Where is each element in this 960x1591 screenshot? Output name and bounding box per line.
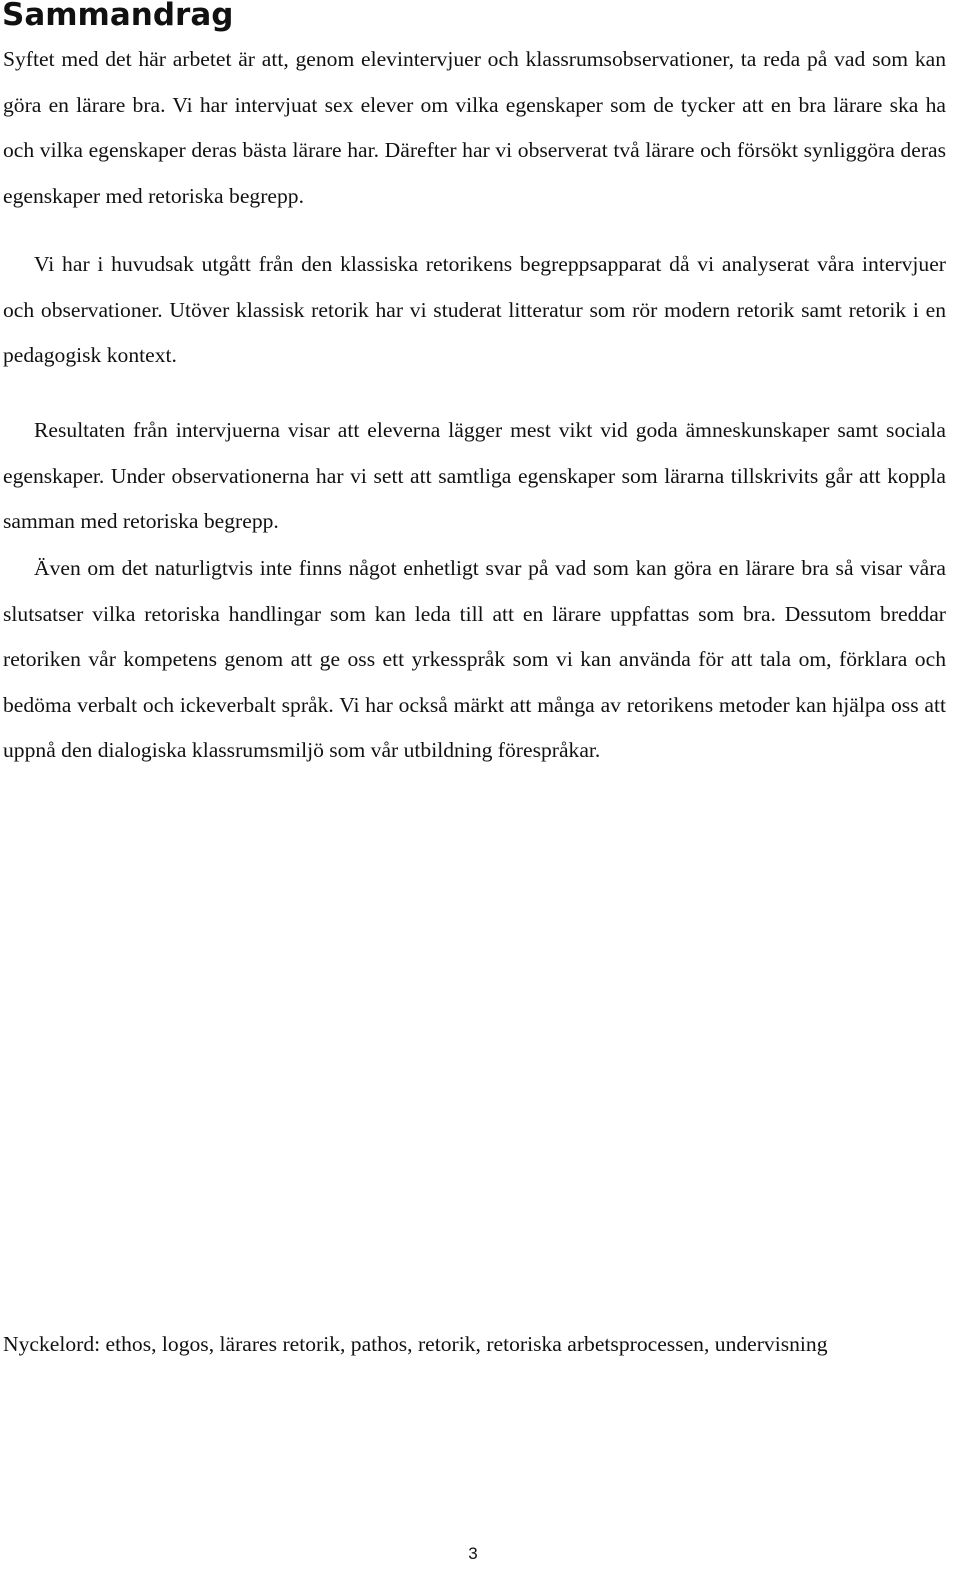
- abstract-paragraph-2: Vi har i huvudsak utgått från den klassiska retorikens begreppsapparat då vi analyserat våra intervjuer och observationer. Utöver klassisk retorik har vi studerat litteratur som rör modern retorik samt retorik i en pedagogisk kontext.: [3, 252, 946, 368]
- abstract-paragraph-3: Resultaten från intervjuerna visar att eleverna lägger mest vikt vid goda ämneskunskaper samt sociala egenskaper. Under observationerna har vi sett att samtliga egenskaper som lärarna tillskrivits går att koppla samman med retoriska begrepp.: [3, 418, 946, 534]
- page-title: Sammandrag: [2, 0, 234, 33]
- keywords-line: Nyckelord: ethos, logos, lärares retorik, pathos, retorik, retoriska arbetsprocessen, undervisning: [3, 1332, 828, 1356]
- abstract-paragraph-1: Syftet med det här arbetet är att, genom elevintervjuer och klassrumsobservationer, ta reda på vad som kan göra en lärare bra. Vi har intervjuat sex elever om vilka egenskaper som de tycker att en bra lärare ska ha och vilka egenskaper deras bästa lärare har. Därefter har vi observerat två lärare och försökt synliggöra deras egenskaper med retoriska begrepp.: [3, 47, 946, 208]
- abstract-paragraph-4: Även om det naturligtvis inte finns något enhetligt svar på vad som kan göra en lärare bra så visar våra slutsatser vilka retoriska handlingar som kan leda till att en lärare uppfattas som bra. Dessutom breddar retoriken vår kompetens genom att ge oss ett yrkesspråk som vi kan använda för att tala om, förklara och bedöma verbalt och ickeverbalt språk. Vi har också märkt att många av retorikens metoder kan hjälpa oss att uppnå den dialogiska klassrumsmiljö som vår utbildning förespråkar.: [3, 556, 946, 763]
- page-number: 3: [468, 1544, 478, 1563]
